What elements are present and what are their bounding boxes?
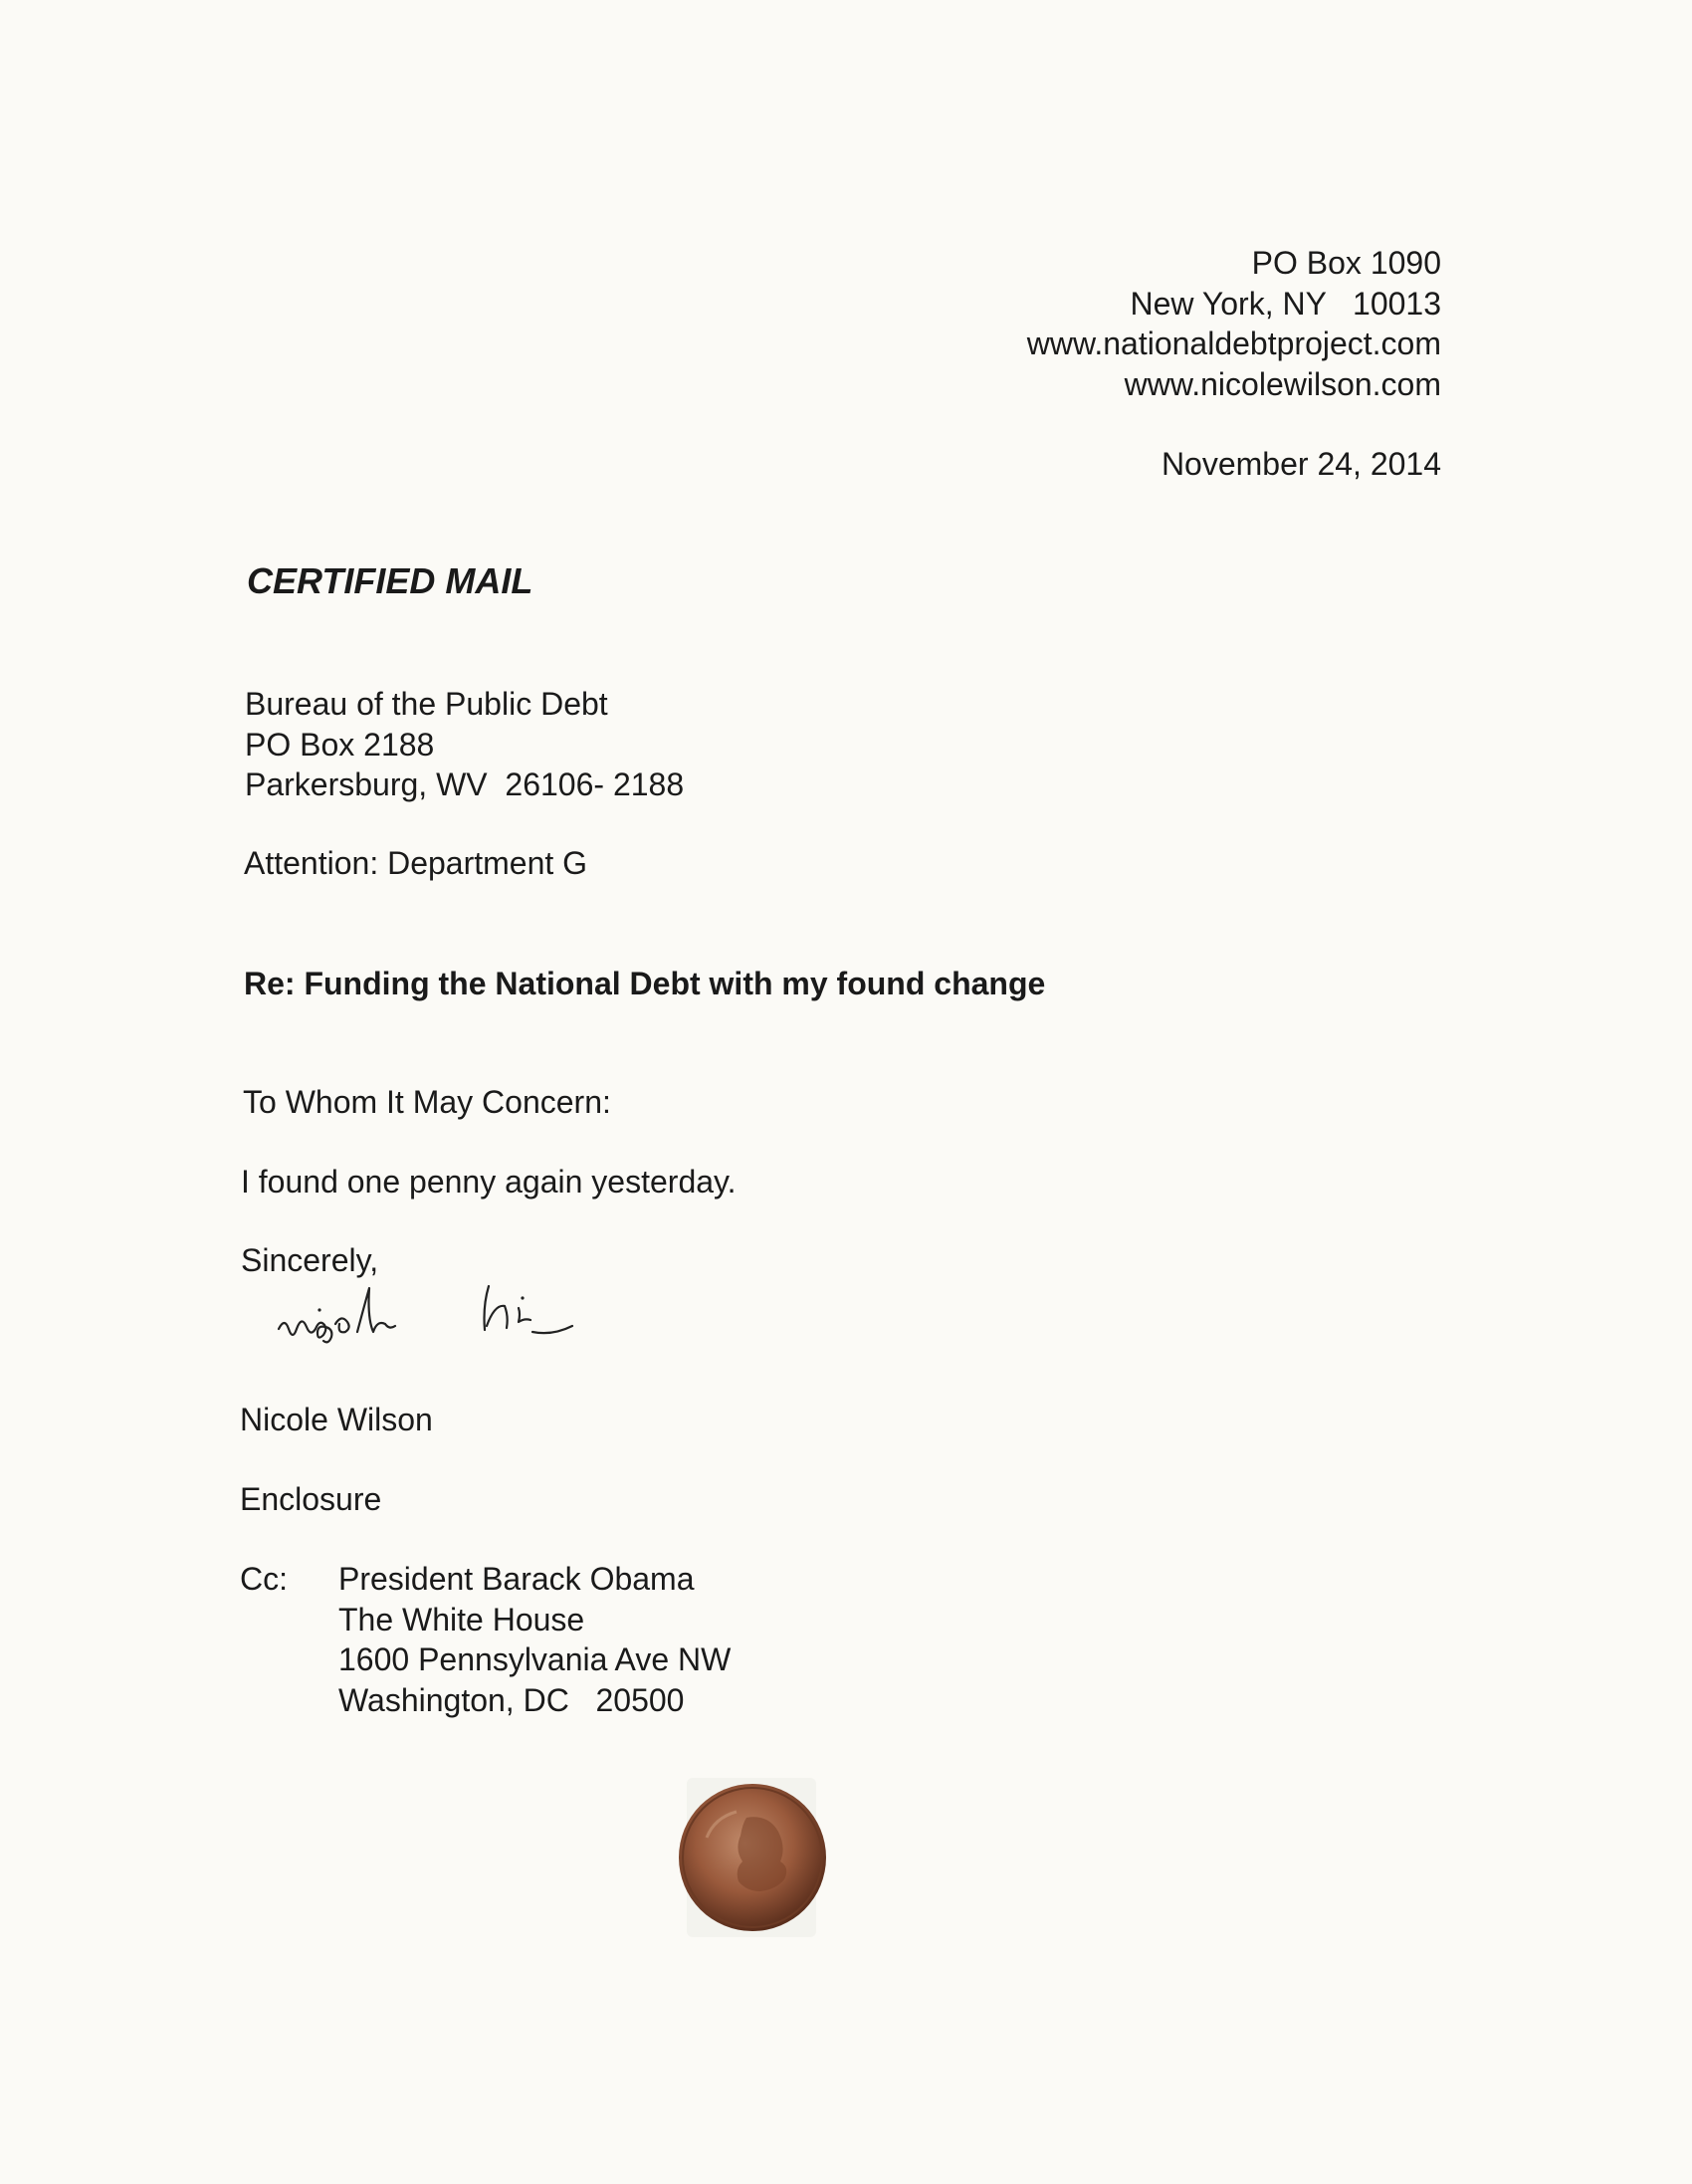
penny-coin-icon [677,1778,826,1937]
taped-penny [677,1778,826,1937]
return-address [1027,243,1441,404]
cc-line-1: President Barack Obama [338,1561,695,1597]
return-address-website-1: www.nationaldebtproject.com [1026,326,1441,361]
letter-date: November 24, 2014 [1161,446,1441,482]
closing: Sincerely, [241,1242,379,1278]
handwritten-signature [274,1274,632,1369]
return-address-line-2: New York, NY 10013 [1130,285,1441,322]
enclosure-label: Enclosure [240,1481,382,1517]
cc-line-2: The White House [338,1601,585,1638]
attention-line: Attention: Department G [244,845,588,881]
return-address-website-2: www.nicolewilson.com [1124,365,1441,402]
subject-line: Re: Funding the National Debt with my found change [244,966,1046,1001]
certified-mail-heading: CERTIFIED MAIL [247,560,533,601]
signature-name: Nicole Wilson [240,1402,433,1437]
recipient-line-1: Bureau of the Public Debt [245,686,608,722]
recipient-line-3: Parkersburg, WV 26106- 2188 [245,766,685,802]
cc-label: Cc: [240,1561,288,1597]
cc-recipient [338,1559,731,1720]
cc-line-4: Washington, DC 20500 [338,1681,685,1718]
recipient-address [245,684,684,805]
return-address-line-1: PO Box 1090 [1251,245,1441,281]
salutation: To Whom It May Concern: [243,1084,611,1120]
cc-line-3: 1600 Pennsylvania Ave NW [338,1641,732,1677]
letter-body: I found one penny again yesterday. [241,1164,737,1200]
recipient-line-2: PO Box 2188 [245,726,435,763]
